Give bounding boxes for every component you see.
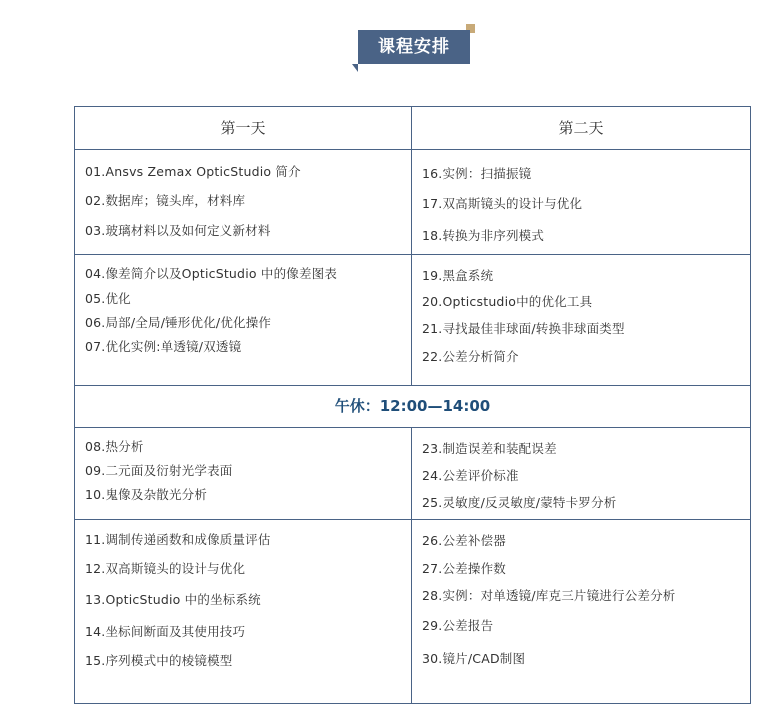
course-item: 19.黑盒系统: [422, 268, 494, 283]
course-item: 03.玻璃材料以及如何定义新材料: [85, 223, 271, 238]
course-item: 13.OpticStudio 中的坐标系统: [85, 592, 261, 607]
schedule-row: [75, 255, 750, 386]
schedule-row: [75, 150, 750, 255]
section-title-badge: [352, 22, 476, 72]
course-item: 08.热分析: [85, 439, 144, 454]
course-item: 20.Opticstudio中的优化工具: [422, 294, 593, 309]
day1-cell: [75, 520, 412, 703]
lunch-break-row: 午休：12:00—14:00: [75, 386, 750, 428]
course-item: 06.局部/全局/锤形优化/优化操作: [85, 315, 272, 330]
day1-cell: [75, 150, 412, 254]
section-title: 课程安排: [358, 30, 470, 64]
course-item: 22.公差分析简介: [422, 349, 519, 364]
course-item: 09.二元面及衍射光学表面: [85, 463, 233, 478]
day1-cell: [75, 428, 412, 519]
badge-tail: [352, 64, 358, 72]
course-item: 05.优化: [85, 291, 131, 306]
day2-header: 第二天: [558, 119, 604, 137]
course-item: 21.寻找最佳非球面/转换非球面类型: [422, 321, 625, 336]
header-row: [75, 107, 750, 150]
course-item: 27.公差操作数: [422, 561, 506, 576]
course-item: 17.双高斯镜头的设计与优化: [422, 196, 583, 211]
schedule-table: [74, 106, 751, 704]
day2-cell: [412, 150, 750, 254]
day2-cell: [412, 255, 750, 385]
day1-header: 第一天: [75, 107, 412, 149]
course-item: 16.实例：扫描振镜: [422, 166, 532, 181]
course-item: 02.数据库；镜头库，材料库: [85, 193, 246, 208]
course-item: 15.序列模式中的棱镜模型: [85, 653, 233, 668]
course-item: 04.像差简介以及OpticStudio 中的像差图表: [85, 266, 338, 281]
course-item: 11.调制传递函数和成像质量评估: [85, 532, 271, 547]
course-item: 07.优化实例:单透镜/双透镜: [85, 339, 242, 354]
course-item: 01.Ansvs Zemax OpticStudio 简介: [85, 164, 301, 179]
course-item: 29.公差报告: [422, 618, 494, 633]
course-item: 23.制造误差和装配误差: [422, 441, 557, 456]
course-item: 14.坐标间断面及其使用技巧: [85, 624, 246, 639]
day2-cell: [412, 520, 750, 703]
course-item: 26.公差补偿器: [422, 533, 506, 548]
course-item: 25.灵敏度/反灵敏度/蒙特卡罗分析: [422, 495, 617, 510]
course-item: 30.镜片/CAD制图: [422, 651, 526, 666]
day1-cell: [75, 255, 412, 385]
course-item: 24.公差评价标准: [422, 468, 519, 483]
course-item: 12.双高斯镜头的设计与优化: [85, 561, 246, 576]
schedule-row: [75, 520, 750, 703]
course-item: 10.鬼像及杂散光分析: [85, 487, 208, 502]
course-item: 18.转换为非序列模式: [422, 228, 545, 243]
course-item: 28.实例：对单透镜/库克三片镜进行公差分析: [422, 588, 676, 603]
day2-cell: [412, 428, 750, 519]
schedule-row: [75, 428, 750, 520]
